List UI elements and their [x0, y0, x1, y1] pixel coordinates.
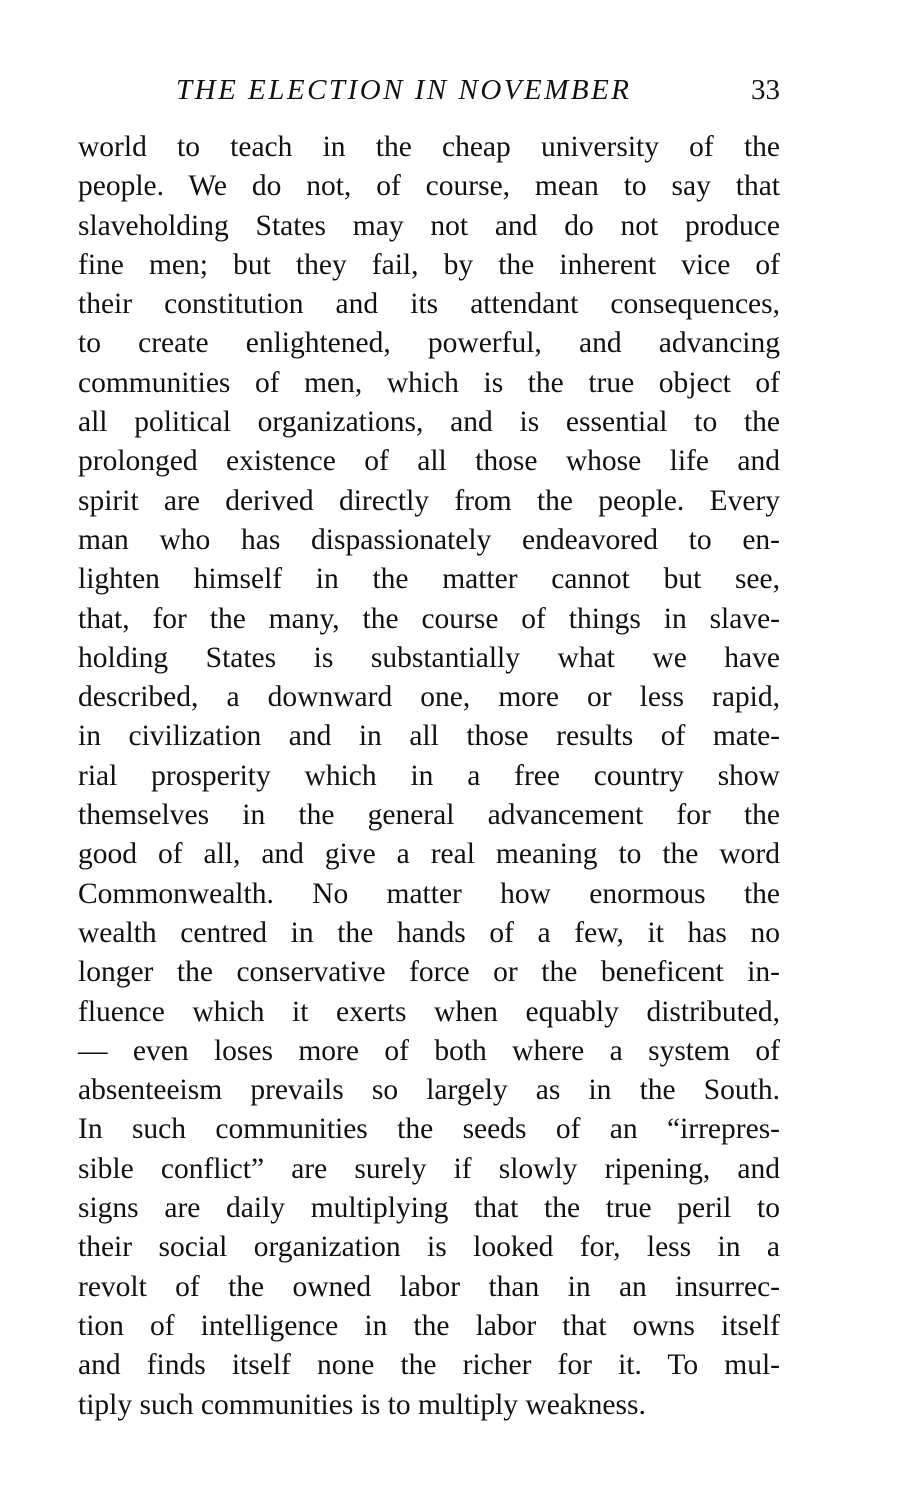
text-line: to create enlightened, powerful, and advancing — [78, 327, 780, 360]
text-line: in civilization and in all those results of mate- — [78, 720, 780, 753]
text-line: wealth centred in the hands of a few, it has no — [78, 916, 780, 949]
text-line: slaveholding States may not and do not produce — [78, 209, 780, 242]
text-line: described, a downward one, more or less rapid, — [78, 681, 780, 714]
text-line: man who has dispassionately endeavored to en- — [78, 523, 780, 556]
text-line: holding States is substantially what we have — [78, 641, 780, 674]
text-line: sible conflict” are surely if slowly ripening, and — [78, 1152, 780, 1185]
text-line: and finds itself none the richer for it. To mul- — [78, 1349, 780, 1382]
page-number: 33 — [751, 74, 780, 106]
text-line: Commonwealth. No matter how enormous the — [78, 877, 780, 910]
text-line: fluence which it exerts when equably distributed, — [78, 995, 780, 1028]
text-line: communities of men, which is the true object of — [78, 366, 780, 399]
text-line: longer the conservative force or the beneficent in- — [78, 956, 780, 989]
text-line: their social organization is looked for, less in a — [78, 1231, 780, 1264]
running-head — [78, 70, 780, 110]
text-line: — even loses more of both where a system of — [78, 1034, 780, 1067]
text-line: fine men; but they fail, by the inherent vice of — [78, 248, 780, 281]
text-line: spirit are derived directly from the people. Every — [78, 484, 780, 517]
text-line: rial prosperity which in a free country show — [78, 759, 780, 792]
text-line: all political organizations, and is essential to the — [78, 406, 780, 439]
text-line: tion of intelligence in the labor that owns itself — [78, 1309, 780, 1342]
text-line: that, for the many, the course of things in slave- — [78, 602, 780, 635]
text-line: absenteeism prevails so largely as in the South. — [78, 1074, 780, 1107]
text-line: revolt of the owned labor than in an insurrec- — [78, 1270, 780, 1303]
text-line: good of all, and give a real meaning to the word — [78, 838, 780, 871]
text-line: themselves in the general advancement for the — [78, 799, 780, 832]
text-line: world to teach in the cheap university of the — [78, 131, 780, 163]
body-paragraph — [78, 128, 780, 1425]
text-line: prolonged existence of all those whose life and — [78, 445, 780, 478]
text-line: lighten himself in the matter cannot but see, — [78, 563, 780, 596]
text-line: signs are daily multiplying that the true peril to — [78, 1192, 780, 1225]
text-line: people. We do not, of course, mean to say that — [78, 170, 780, 203]
text-line: their constitution and its attendant consequences, — [78, 288, 780, 321]
text-line: tiply such communities is to multiply weakness. — [78, 1388, 646, 1421]
text-line: In such communities the seeds of an “irrepres- — [78, 1113, 780, 1146]
running-head-title: THE ELECTION IN NOVEMBER — [176, 74, 632, 106]
